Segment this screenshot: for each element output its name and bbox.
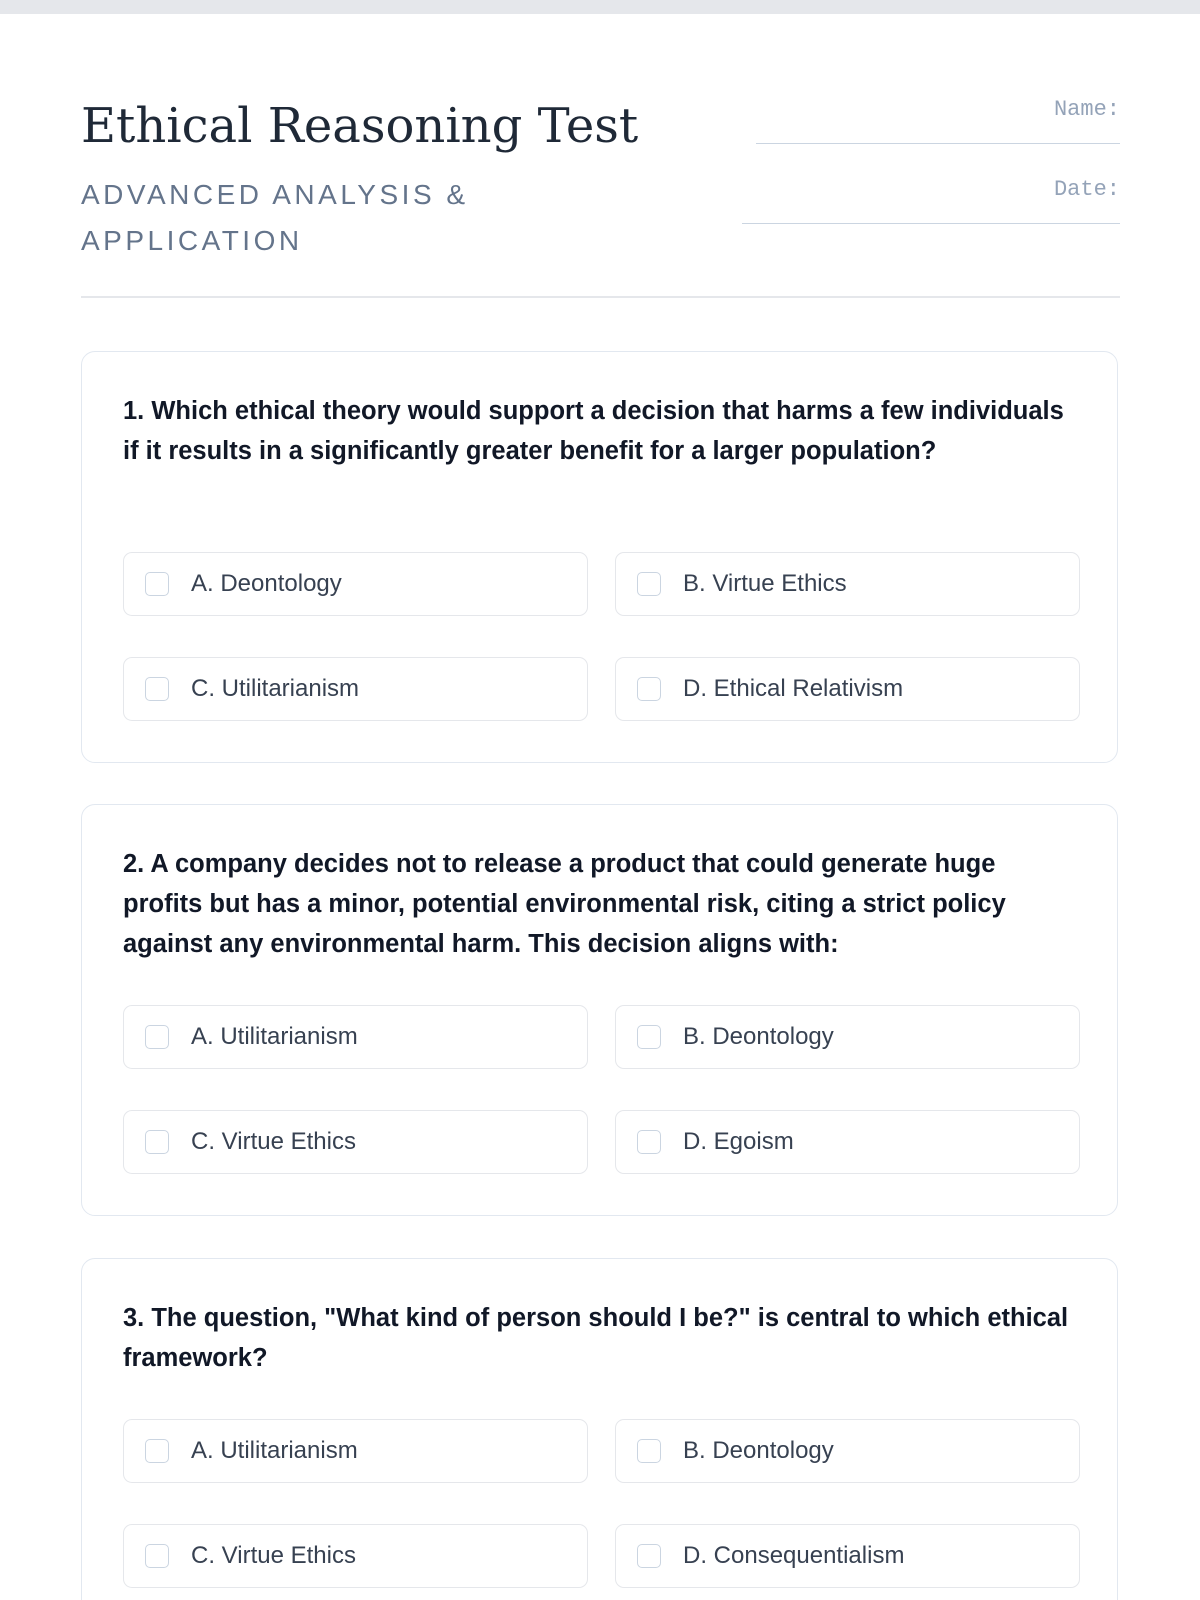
option-label: C. Virtue Ethics xyxy=(191,1128,356,1155)
checkbox[interactable] xyxy=(637,572,661,596)
option-c[interactable] xyxy=(123,1110,588,1174)
option-label: D. Ethical Relativism xyxy=(683,675,904,702)
checkbox[interactable] xyxy=(637,1439,661,1463)
checkbox[interactable] xyxy=(145,572,169,596)
top-bar xyxy=(0,0,1200,14)
test-paper xyxy=(0,14,1200,1600)
question-text: 1. Which ethical theory would support a decision that harms a few individuals if it results in a significantly greater benefit for a larger population? xyxy=(123,397,1064,465)
option-d[interactable] xyxy=(615,1524,1080,1588)
checkbox[interactable] xyxy=(145,677,169,701)
page-title: Ethical Reasoning Test xyxy=(81,98,639,154)
option-c[interactable] xyxy=(123,657,588,721)
option-label: D. Egoism xyxy=(683,1128,794,1155)
date-line[interactable] xyxy=(742,223,1120,224)
question-card-3 xyxy=(81,1258,1118,1600)
option-b[interactable] xyxy=(615,1419,1080,1483)
name-field[interactable] xyxy=(756,97,1120,144)
checkbox[interactable] xyxy=(637,677,661,701)
checkbox[interactable] xyxy=(637,1130,661,1154)
option-c[interactable] xyxy=(123,1524,588,1588)
option-label: A. Utilitarianism xyxy=(191,1023,358,1050)
option-label: B. Virtue Ethics xyxy=(683,570,847,597)
name-line[interactable] xyxy=(756,143,1120,144)
checkbox[interactable] xyxy=(145,1544,169,1568)
page-subtitle: ADVANCED ANALYSIS & APPLICATION xyxy=(81,179,469,256)
option-label: B. Deontology xyxy=(683,1023,834,1050)
question-card-2 xyxy=(81,804,1118,1216)
checkbox[interactable] xyxy=(637,1025,661,1049)
option-label: A. Utilitarianism xyxy=(191,1437,358,1464)
option-label: A. Deontology xyxy=(191,570,342,597)
question-card-1 xyxy=(81,351,1118,763)
option-b[interactable] xyxy=(615,1005,1080,1069)
option-a[interactable] xyxy=(123,1005,588,1069)
option-label: B. Deontology xyxy=(683,1437,834,1464)
option-d[interactable] xyxy=(615,1110,1080,1174)
test-header xyxy=(81,14,1120,298)
option-b[interactable] xyxy=(615,552,1080,616)
name-label: Name: xyxy=(1053,97,1120,122)
option-label: C. Virtue Ethics xyxy=(191,1542,356,1569)
question-text: 2. A company decides not to release a product that could generate huge profits but has a minor, potential environmental risk, citing a strict policy against any environmental harm. This decision aligns with: xyxy=(123,850,1006,958)
option-d[interactable] xyxy=(615,657,1080,721)
option-a[interactable] xyxy=(123,552,588,616)
option-a[interactable] xyxy=(123,1419,588,1483)
checkbox[interactable] xyxy=(145,1130,169,1154)
option-label: C. Utilitarianism xyxy=(191,675,360,702)
checkbox[interactable] xyxy=(145,1439,169,1463)
checkbox[interactable] xyxy=(145,1025,169,1049)
option-label: D. Consequentialism xyxy=(683,1542,905,1569)
question-text: 3. The question, "What kind of person should I be?" is central to which ethical framework? xyxy=(123,1304,1069,1372)
date-label: Date: xyxy=(1053,177,1120,202)
date-field[interactable] xyxy=(742,177,1120,224)
checkbox[interactable] xyxy=(637,1544,661,1568)
